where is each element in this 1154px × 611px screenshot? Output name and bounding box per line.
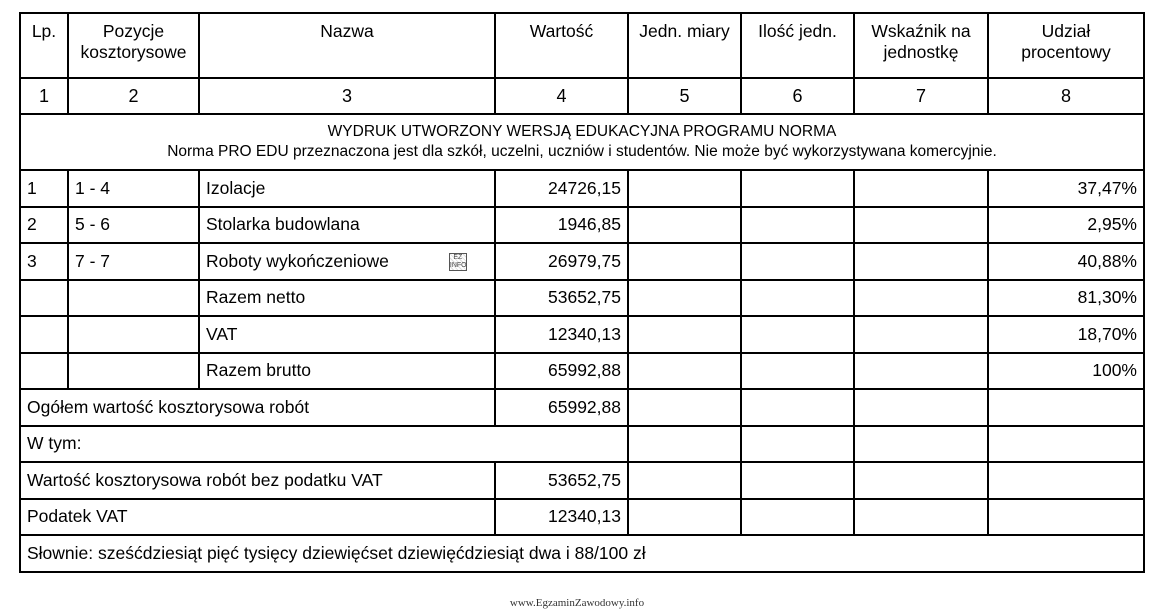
cell-lp — [20, 280, 68, 317]
cell-ilosc-jedn — [741, 316, 854, 353]
cell-ilosc-jedn — [741, 243, 854, 280]
empty-cell — [854, 462, 988, 499]
column-number: 7 — [854, 78, 988, 114]
bez-vat-value: 53652,75 — [495, 462, 628, 499]
cell-lp: 2 — [20, 207, 68, 244]
summary-row-slownie — [20, 535, 1144, 572]
column-number: 8 — [988, 78, 1144, 114]
cell-wartosc: 65992,88 — [495, 353, 628, 390]
empty-cell — [854, 389, 988, 426]
cell-pozycje: 1 - 4 — [68, 170, 199, 207]
cell-wskaznik — [854, 207, 988, 244]
cell-ilosc-jedn — [741, 353, 854, 390]
podatek-label: Podatek VAT — [20, 499, 495, 536]
empty-cell — [854, 426, 988, 463]
empty-cell — [741, 389, 854, 426]
ogolem-label: Ogółem wartość kosztorysowa robót — [20, 389, 495, 426]
cell-jedn-miary — [628, 243, 741, 280]
notice-line-1: WYDRUK UTWORZONY WERSJĄ EDUKACYJNA PROGRAMU NORMA — [327, 123, 837, 140]
cell-wskaznik — [854, 243, 988, 280]
table-row — [20, 207, 1144, 244]
cell-pozycje: 5 - 6 — [68, 207, 199, 244]
podatek-value: 12340,13 — [495, 499, 628, 536]
cell-ilosc-jedn — [741, 280, 854, 317]
header-row — [20, 13, 1144, 78]
summary-row-podatek — [20, 499, 1144, 536]
empty-cell — [988, 426, 1144, 463]
column-number: 5 — [628, 78, 741, 114]
header-wartosc: Wartość — [495, 13, 628, 78]
cell-wartosc: 1946,85 — [495, 207, 628, 244]
cell-jedn-miary — [628, 280, 741, 317]
table-row — [20, 170, 1144, 207]
cell-udzial: 81,30% — [988, 280, 1144, 317]
column-number: 6 — [741, 78, 854, 114]
cost-estimate-table — [19, 12, 1145, 573]
cell-wskaznik — [854, 316, 988, 353]
w-tym-label: W tym: — [20, 426, 628, 463]
column-number: 2 — [68, 78, 199, 114]
educational-notice — [20, 114, 1144, 170]
header-ilosc-jedn: Ilość jedn. — [741, 13, 854, 78]
header-nazwa: Nazwa — [199, 13, 495, 78]
summary-row-bez-vat — [20, 462, 1144, 499]
ogolem-value: 65992,88 — [495, 389, 628, 426]
header-pozycje: Pozycje kosztorysowe — [68, 13, 199, 78]
slownie-text: Słownie: sześćdziesiąt pięć tysięcy dziewięćset dziewięćdziesiąt dwa i 88/100 zł — [20, 535, 1144, 572]
column-number: 4 — [495, 78, 628, 114]
cell-wskaznik — [854, 353, 988, 390]
cell-pozycje — [68, 353, 199, 390]
cell-nazwa: VAT — [199, 316, 495, 353]
cell-pozycje — [68, 280, 199, 317]
empty-cell — [988, 389, 1144, 426]
empty-cell — [741, 499, 854, 536]
cell-nazwa-text: Roboty wykończeniowe — [206, 250, 389, 271]
header-wskaznik: Wskaźnik na jednostkę — [854, 13, 988, 78]
header-udzial: Udział procentowy — [988, 13, 1144, 78]
cell-nazwa: Izolacje — [199, 170, 495, 207]
cell-wartosc: 12340,13 — [495, 316, 628, 353]
cell-lp: 3 — [20, 243, 68, 280]
empty-cell — [628, 389, 741, 426]
cell-udzial: 2,95% — [988, 207, 1144, 244]
cell-ilosc-jedn — [741, 170, 854, 207]
cell-pozycje — [68, 316, 199, 353]
empty-cell — [628, 426, 741, 463]
cell-wartosc: 24726,15 — [495, 170, 628, 207]
footer-source-url: www.EgzaminZawodowy.info — [509, 597, 645, 609]
cell-udzial: 40,88% — [988, 243, 1144, 280]
cell-pozycje: 7 - 7 — [68, 243, 199, 280]
table-row — [20, 243, 1144, 280]
cell-wskaznik — [854, 280, 988, 317]
cell-lp: 1 — [20, 170, 68, 207]
summary-row-ogolem — [20, 389, 1144, 426]
cell-wartosc: 26979,75 — [495, 243, 628, 280]
empty-cell — [628, 499, 741, 536]
cell-udzial: 18,70% — [988, 316, 1144, 353]
cell-lp — [20, 316, 68, 353]
empty-cell — [628, 462, 741, 499]
cell-wartosc: 53652,75 — [495, 280, 628, 317]
summary-row-w-tym — [20, 426, 1144, 463]
empty-cell — [854, 499, 988, 536]
header-lp: Lp. — [20, 13, 68, 78]
column-number: 1 — [20, 78, 68, 114]
cell-nazwa: Stolarka budowlana — [199, 207, 495, 244]
cell-jedn-miary — [628, 316, 741, 353]
bez-vat-label: Wartość kosztorysowa robót bez podatku VAT — [20, 462, 495, 499]
empty-cell — [988, 462, 1144, 499]
cell-jedn-miary — [628, 353, 741, 390]
educational-notice-row — [20, 114, 1144, 170]
cell-udzial: 37,47% — [988, 170, 1144, 207]
cell-nazwa: Razem netto — [199, 280, 495, 317]
cell-nazwa: Razem brutto — [199, 353, 495, 390]
empty-cell — [741, 462, 854, 499]
cell-wskaznik — [854, 170, 988, 207]
empty-cell — [741, 426, 854, 463]
header-jedn-miary: Jedn. miary — [628, 13, 741, 78]
cell-nazwa — [199, 243, 495, 280]
table-row — [20, 280, 1144, 317]
empty-cell — [988, 499, 1144, 536]
cell-jedn-miary — [628, 207, 741, 244]
cell-udzial: 100% — [988, 353, 1144, 390]
table-row — [20, 316, 1144, 353]
column-number-row — [20, 78, 1144, 114]
ez-info-icon: EZ INFO — [449, 254, 467, 270]
cell-jedn-miary — [628, 170, 741, 207]
notice-line-2: Norma PRO EDU przeznaczona jest dla szkół, uczelni, uczniów i studentów. Nie może być wykorzystywana komercyjnie. — [167, 143, 997, 160]
cell-ilosc-jedn — [741, 207, 854, 244]
cell-lp — [20, 353, 68, 390]
table-row — [20, 353, 1144, 390]
column-number: 3 — [199, 78, 495, 114]
